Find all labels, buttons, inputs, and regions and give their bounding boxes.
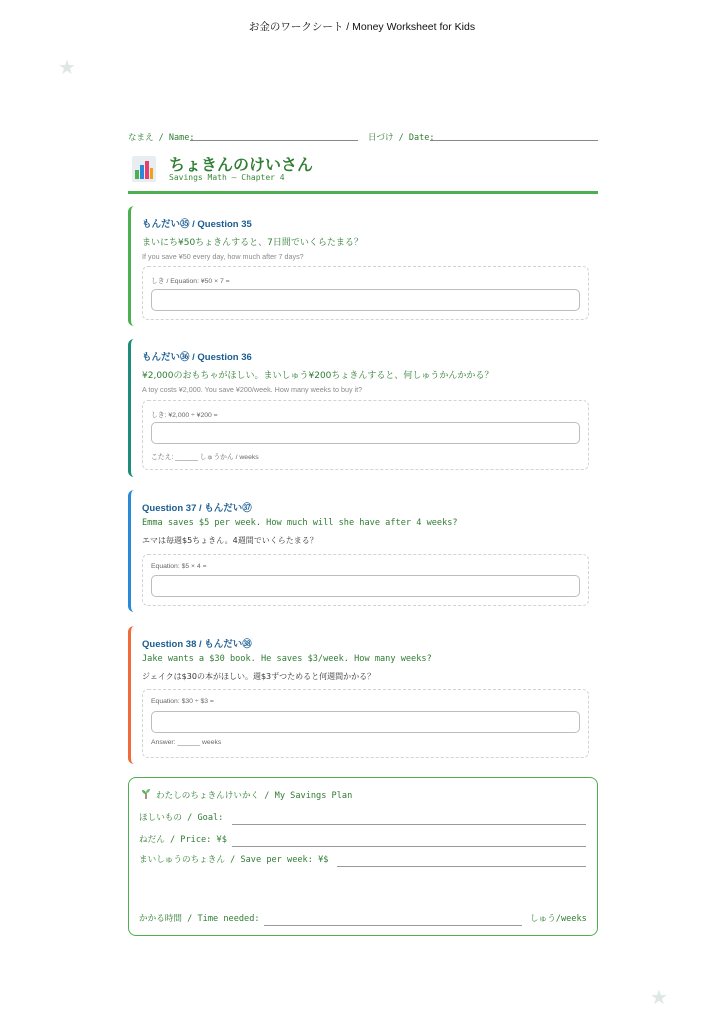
question-heading: もんだい㉟ / Question 35 (142, 219, 252, 230)
question-heading: もんだい㊱ / Question 36 (142, 352, 252, 363)
sprout-icon (141, 788, 151, 799)
question-card-37 (128, 490, 599, 612)
question-heading: Question 38 / もんだい㊳ (142, 639, 252, 650)
question-card-35 (128, 206, 599, 326)
price-field[interactable] (232, 846, 586, 847)
page-subtitle: Savings Math — Chapter 4 (169, 173, 285, 182)
equation-label: Equation: $30 ÷ $3 = (151, 698, 214, 705)
question-card-36 (128, 339, 599, 477)
per-week-field[interactable] (337, 866, 586, 867)
question-translation: If you save ¥50 every day, how much after 7 days? (142, 252, 304, 261)
equation-label: Equation: $5 × 4 = (151, 563, 207, 570)
question-card-38 (128, 626, 599, 764)
worksheet-header-title: お金のワークシート / Money Worksheet for Kids (248, 21, 476, 33)
page-title: ちょきんのけいさん (169, 155, 314, 174)
savings-plan-title: わたしのちょきんけいかく / My Savings Plan (156, 791, 353, 801)
question-heading: Question 37 / もんだい㊲ (142, 503, 252, 514)
equation-label: しき: ¥2,000 ÷ ¥200 = (151, 412, 218, 419)
answer-label: Answer: ______ weeks (151, 739, 222, 746)
answer-label: こたえ: ______ しゅうかん / weeks (151, 454, 259, 461)
question-text: まいにち¥50ちょきんすると、7日間でいくらたまる？ (142, 238, 363, 248)
savings-plan-box (128, 777, 598, 936)
answer-input[interactable] (151, 289, 580, 311)
time-needed-field[interactable] (264, 925, 522, 926)
question-translation: ジェイクは$30の本がほしい。週$3ずつためると何週間かかる？ (142, 672, 376, 681)
star-icon: ★ (58, 55, 76, 79)
name-field[interactable] (190, 140, 358, 141)
question-translation: エマは毎週$5ちょきん。4週間でいくらたまる？ (142, 536, 318, 545)
answer-input[interactable] (151, 422, 580, 444)
answer-input[interactable] (151, 575, 580, 597)
title-divider (128, 191, 598, 194)
star-icon: ★ (650, 985, 668, 1009)
work-box (142, 554, 589, 606)
work-box (142, 400, 589, 470)
equation-label: しき / Equation: ¥50 × 7 = (151, 278, 230, 285)
price-label: ねだん / Price: ¥$ (139, 835, 227, 845)
title-block (128, 152, 598, 194)
answer-input[interactable] (151, 711, 580, 733)
time-unit-label: しゅう/weeks (530, 914, 587, 924)
time-needed-label: かかる時間 / Time needed: (139, 914, 260, 924)
question-translation: A toy costs ¥2,000. You save ¥200/week. How many weeks to buy it? (142, 385, 363, 394)
question-text: ¥2,000のおもちゃがほしい。まいしゅう¥200ちょきんすると、何しゅうかんかかる？ (142, 371, 494, 381)
question-text: Emma saves $5 per week. How much will she have after 4 weeks? (142, 518, 458, 528)
bar-chart-icon (132, 156, 156, 182)
name-date-row (128, 131, 598, 145)
date-label: 日づけ / Date: (368, 133, 435, 143)
goal-label: ほしいもの / Goal: (139, 813, 224, 823)
work-box (142, 689, 589, 758)
goal-field[interactable] (232, 824, 586, 825)
work-box (142, 266, 589, 320)
question-text: Jake wants a $30 book. He saves $3/week. How many weeks? (142, 654, 432, 664)
date-field[interactable] (430, 140, 598, 141)
name-label: なまえ / Name: (128, 133, 195, 143)
per-week-label: まいしゅうのちょきん / Save per week: ¥$ (139, 855, 329, 865)
